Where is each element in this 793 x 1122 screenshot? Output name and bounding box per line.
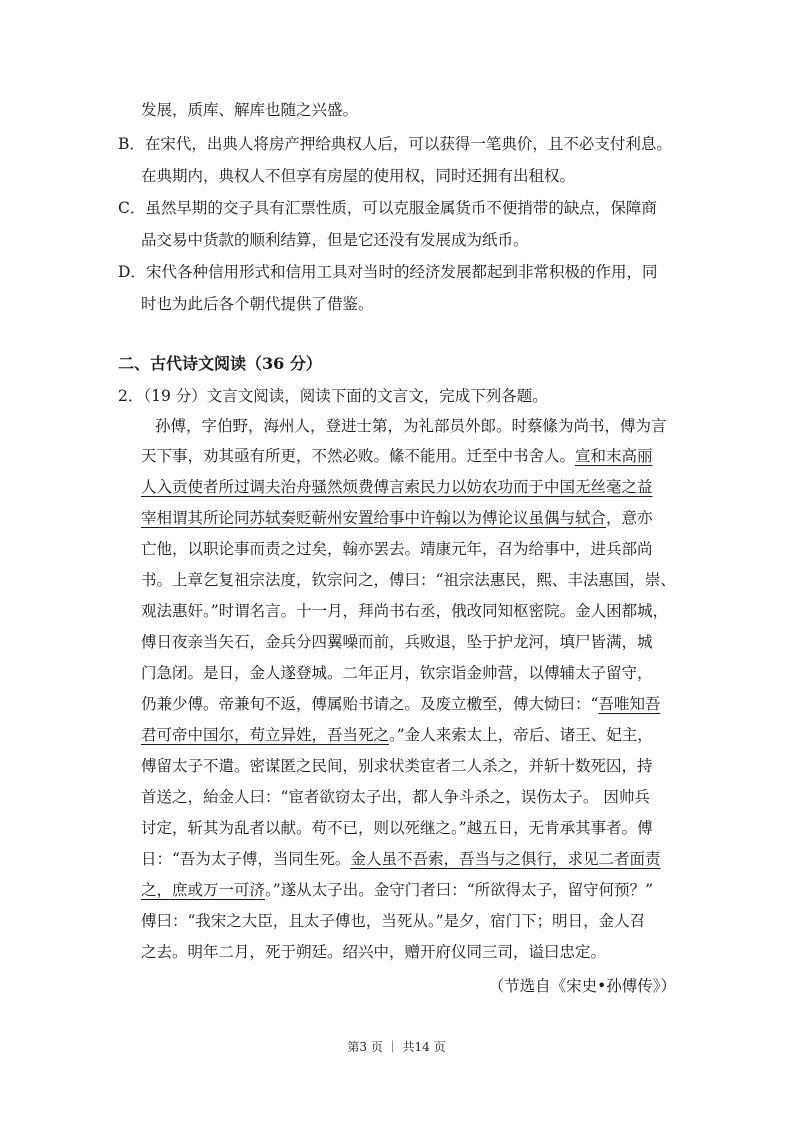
option-b-text: 在宋代，出典人将房产押给典权人后，可以获得一笔典价，且不必支付利息。 [144, 135, 672, 153]
passage-text: 。”遂从太子出。金守门者曰：“所欲得太子，留守何预？” [265, 881, 654, 899]
option-b-label: B． [118, 135, 145, 153]
underlined-sentence-2: 吾唯知吾 [598, 695, 661, 713]
passage-line-16 [141, 880, 653, 900]
question-2-prompt: 2．（19 分）文言文阅读，阅读下面的文言文，完成下列各题。 [118, 387, 548, 405]
passage-line-11 [141, 725, 653, 745]
passage-source: （节选自《宋史•孙傅传》） [488, 977, 676, 995]
passage-line-15 [141, 849, 660, 869]
option-d-label: D． [118, 263, 146, 281]
underlined-sentence-2: 君可帝中国尔，苟立异姓，吾当死之 [141, 726, 390, 744]
passage-text: 天下事，劝其亟有所更，不然必败。絛不能用。迁至中书舍人。 [141, 447, 576, 465]
option-d-text: 宋代各种信用形式和信用工具对当时的经济发展都起到非常积极的作用，同 [145, 263, 658, 281]
section-heading: 二、古代诗文阅读（36 分） [118, 354, 322, 373]
underlined-sentence-1: 人入贡使者所过调夫治舟骚然烦费傅言索民力以妨农功而于中国无丝毫之益 [141, 478, 653, 496]
option-c-line2: 品交易中货款的顺利结算，但是它还没有发展成为纸币。 [141, 231, 529, 249]
passage-line-8: 傅日夜亲当矢石，金兵分四翼噪而前，兵败退，坠于护龙河，填尸皆满，城 [141, 633, 653, 651]
option-c-label: C． [118, 199, 146, 217]
option-a-continuation: 发展，质库、解库也随之兴盛。 [141, 101, 359, 119]
passage-line-14: 讨定，斩其为乱者以献。苟不已，则以死继之。”越五日，无肯承其事者。傅 [141, 819, 653, 837]
passage-line-12: 傅留太子不遣。密谋匿之民间，别求状类宦者二人杀之，并斩十数死囚，持 [141, 757, 653, 775]
option-b [118, 134, 672, 154]
underlined-sentence-3: 金人虽不吾索，吾当与之俱行，求见二者面责 [350, 850, 661, 868]
passage-line-18: 之去。明年二月，死于朔廷。绍兴中，赠开府仪同三司，谥曰忠定。 [141, 943, 607, 961]
option-d-line2: 时也为此后各个朝代提供了借鉴。 [141, 295, 374, 313]
underlined-sentence-1: 宰相谓其所论同苏轼奏贬蕲州安置给事中许翰以为傅论议虽偶与轼合 [141, 509, 607, 527]
passage-line-4 [141, 508, 653, 528]
passage-line-9: 门急闭。是日，金人遂登城。二年正月，钦宗诣金帅营，以傅辅太子留守， [141, 664, 653, 682]
option-b-line2: 在典期内，典权人不但享有房屋的使用权，同时还拥有出租权。 [141, 167, 576, 185]
passage-line-6: 书。上章乞复祖宗法度，钦宗问之，傅曰：“祖宗法惠民，熙、丰法惠国，崇、 [141, 571, 676, 589]
page-footer: 第3 页 ｜ 共14 页 [347, 1040, 446, 1054]
underlined-sentence-1: 宣和末高丽 [575, 447, 653, 465]
passage-line-3 [141, 477, 653, 497]
passage-line-10 [141, 694, 660, 714]
passage-line-13: 首送之，紿金人曰：“宦者欲窃太子出，都人争斗杀之，误伤太子。 因帅兵 [141, 788, 650, 806]
passage-line-2 [141, 446, 653, 466]
passage-line-17: 傅曰：“我宋之大臣，且太子傅也，当死从。”是夕，宿门下；明日，金人召 [141, 912, 646, 930]
passage-text: ，意亦 [606, 509, 653, 527]
option-c [118, 198, 657, 218]
passage-text: 仍兼少傅。帝兼旬不返，傅属贻书请之。及废立檄至，傅大恸曰：“ [141, 695, 599, 713]
passage-line-7: 观法惠奸。”时谓名言。十一月，拜尚书右丞，俄改同知枢密院。金人困都城， [141, 602, 669, 620]
passage-line-5: 亡他，以职论事而责之过矣，翰亦罢去。靖康元年，召为给事中，进兵部尚 [141, 540, 653, 558]
option-d [118, 262, 657, 282]
passage-text: 。”金人来索太上，帝后、诸王、妃主， [389, 726, 653, 744]
passage-text: 日：“吾为太子傅，当同生死。 [141, 850, 351, 868]
underlined-sentence-3: 之，庶或万一可济 [141, 881, 266, 899]
passage-line-1: 孙傅，字伯野，海州人，登进士第，为礼部员外郎。时蔡絛为尚书，傅为言 [155, 417, 667, 435]
option-c-text: 虽然早期的交子具有汇票性质，可以克服金属货币不便捎带的缺点，保障商 [145, 199, 657, 217]
